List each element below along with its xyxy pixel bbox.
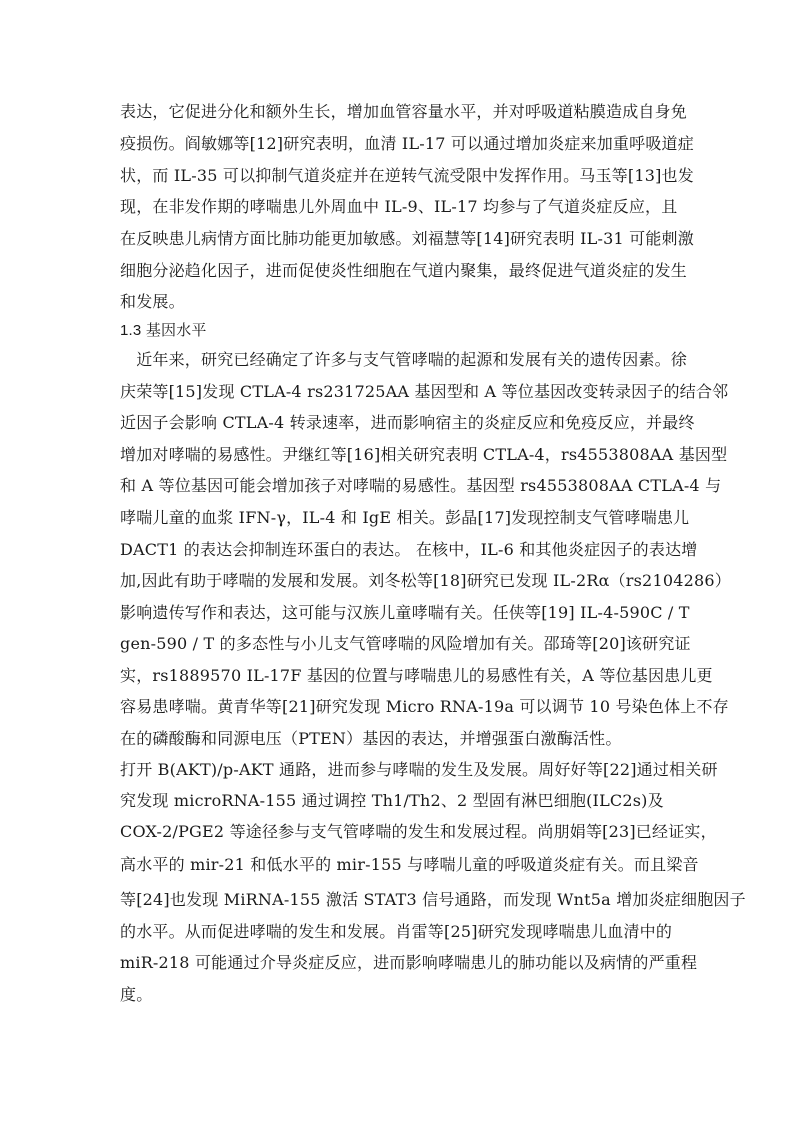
text-line: 细胞分泌趋化因子，进而促使炎性细胞在气道内聚集，最终促进气道炎症的发生 [120,261,688,280]
text-line: 高水平的 mir-21 和低水平的 mir-155 与哮喘儿童的呼吸道炎症有关。而且梁音 [120,855,699,874]
text-line: 的水平。从而促进哮喘的发生和发展。肖雷等[25]研究发现哮喘患儿血清中的 [120,922,673,941]
text-line: 状，而 IL-35 可以抑制气道炎症并在逆转气流受限中发挥作用。马玉等[13]也发 [120,166,694,185]
text-line: 究发现 microRNA-155 通过调控 Th1/Th2、2 型固有淋巴细胞(ILC2s)及 [120,791,664,810]
text-line: 和 A 等位基因可能会增加孩子对哮喘的易感性。基因型 rs4553808AA CTLA-4 与 [120,476,722,495]
text-line: miR-218 可能通过介导炎症反应，进而影响哮喘患儿的肺功能以及病情的严重程 [120,953,698,972]
text-line: 度。 [120,985,153,1004]
text-line: COX-2/PGE2 等途径参与支气管哮喘的发生和发展过程。尚朋娟等[23]已经证实， [120,822,717,841]
text-line: 现，在非发作期的哮喘患儿外周血中 IL-9、IL-17 均参与了气道炎症反应，且 [120,197,678,216]
text-line: 哮喘儿童的血浆 IFN-γ，IL-4 和 IgE 相关。彭晶[17]发现控制支气管哮喘患儿 [120,508,690,527]
text-line: 近年来，研究已经确定了许多与支气管哮喘的起源和发展有关的遗传因素。徐 [120,350,688,369]
text-line: 容易患哮喘。黄青华等[21]研究发现 Micro RNA-19a 可以调节 10 号染色体上不存 [120,697,729,716]
text-line: 增加对哮喘的易感性。尹继红等[16]相关研究表明 CTLA-4，rs4553808AA 基因型 [120,445,728,464]
text-line: 和发展。 [120,292,185,311]
text-line: DACT1 的表达会抑制连环蛋白的表达。 在核中，IL-6 和其他炎症因子的表达增 [120,540,698,559]
text-line: 近因子会影响 CTLA-4 转录速率，进而影响宿主的炎症反应和免疫反应，并最终 [120,413,695,432]
section-heading: 1.3 基因水平 [120,322,207,339]
text-line: 等[24]也发现 MiRNA-155 激活 STAT3 信号通路，而发现 Wnt5a 增加炎症细胞因子 [120,890,746,909]
text-line: 疫损伤。阎敏娜等[12]研究表明，血清 IL-17 可以通过增加炎症来加重呼吸道症 [120,134,694,153]
text-line: 表达，它促进分化和额外生长，增加血管容量水平，并对呼吸道粘膜造成自身免 [120,102,688,121]
text-line: 打开 B(AKT)/p-AKT 通路，进而参与哮喘的发生及发展。周好好等[22]通过相关研 [120,760,718,779]
text-line: 在的磷酸酶和同源电压（PTEN）基因的表达，并增强蛋白激酶活性。 [120,729,622,748]
text-line: 实，rs1889570 IL-17F 基因的位置与哮喘患儿的易感性有关，A 等位基因患儿更 [120,666,713,685]
text-line: 庆荣等[15]发现 CTLA-4 rs231725AA 基因型和 A 等位基因改变转录因子的结合邻 [120,382,729,401]
text-line: 加,因此有助于哮喘的发展和发展。刘冬松等[18]研究已发现 IL-2Rα（rs2104286） [120,571,731,590]
text-line: 在反映患儿病情方面比肺功能更加敏感。刘福慧等[14]研究表明 IL-31 可能刺激 [120,229,694,248]
text-line: gen-590 / T 的多态性与小儿支气管哮喘的风险增加有关。邵琦等[20]该研究证 [120,634,691,653]
text-line: 影响遗传写作和表达，这可能与汉族儿童哮喘有关。任侠等[19] IL-4-590C / T [120,603,690,622]
